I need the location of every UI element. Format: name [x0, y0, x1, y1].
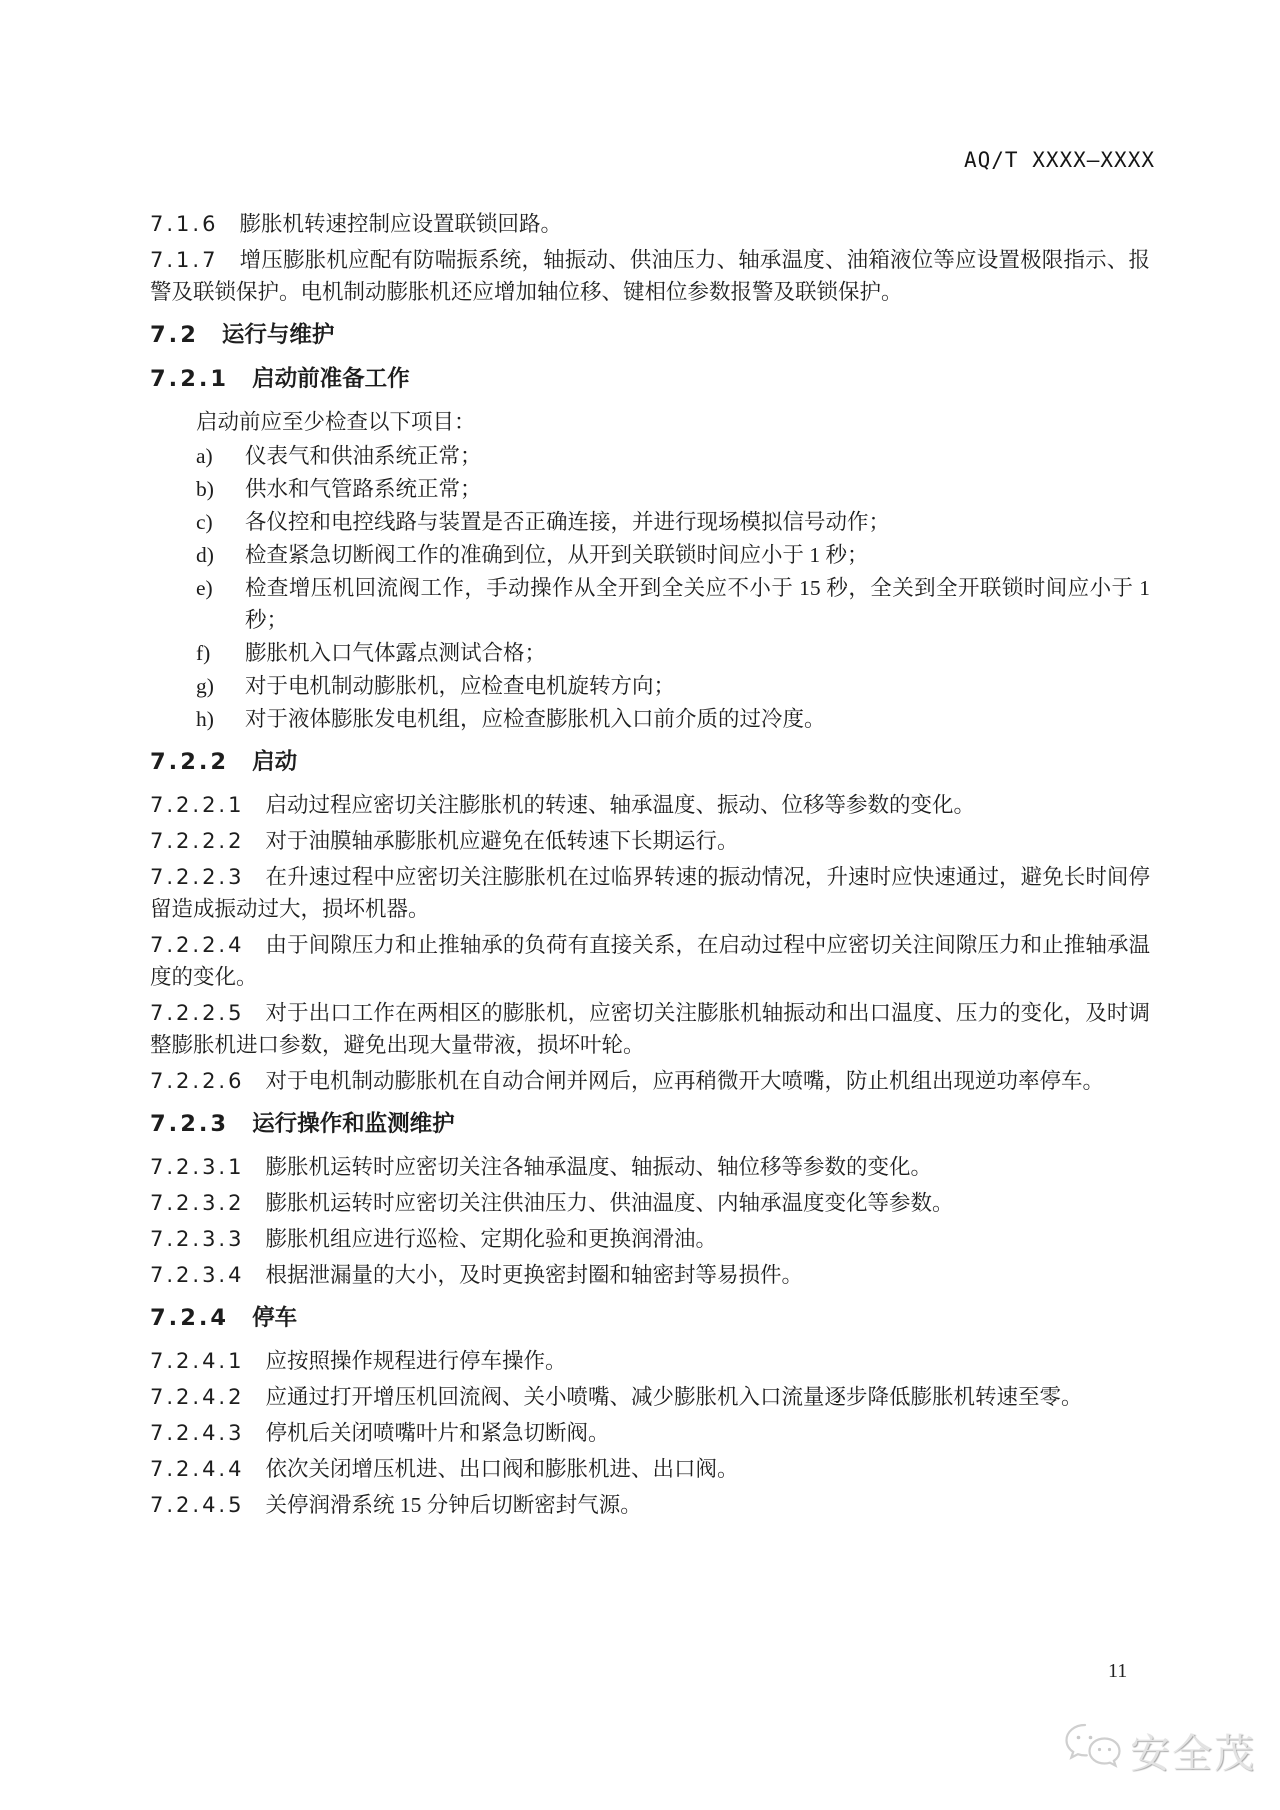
list-item-text: 对于电机制动膨胀机，应检查电机旋转方向； — [245, 674, 676, 698]
clause-number: 7.2.2.2 — [150, 829, 245, 853]
list-item — [150, 572, 1150, 636]
clause — [150, 1453, 1150, 1485]
list-item — [150, 703, 1150, 735]
clause-number: 7.2.4.5 — [150, 1493, 245, 1517]
document-body — [150, 192, 1150, 1525]
clause — [150, 1065, 1150, 1097]
clause-text: 依次关闭增压机进、出口阀和膨胀机进、出口阀。 — [265, 1457, 739, 1481]
clause-number: 7.2.4.2 — [150, 1385, 245, 1409]
clause-text: 增压膨胀机应配有防喘振系统，轴振动、供油压力、轴承温度、油箱液位等应设置极限指示、报警及联锁保护。电机制动膨胀机还应增加轴位移、键相位参数报警及联锁保护。 — [150, 248, 1150, 304]
section-heading — [150, 362, 1150, 396]
clause-number: 7.1.7 — [150, 248, 219, 272]
clause-number: 7.2.2.4 — [150, 933, 245, 957]
clause — [150, 929, 1150, 993]
list-item-text: 检查紧急切断阀工作的准确到位，从开到关联锁时间应小于 1 秒； — [245, 543, 869, 567]
section-heading — [150, 745, 1150, 779]
clause-text: 在升速过程中应密切关注膨胀机在过临界转速的振动情况，升速时应快速通过，避免长时间停留造成振动过大，损坏机器。 — [150, 865, 1150, 921]
doc-code: AQ/T XXXX—XXXX — [963, 148, 1155, 172]
watermark-text: 安全茂 — [1130, 1731, 1256, 1777]
clause-text: 膨胀机运转时应密切关注供油压力、供油温度、内轴承温度变化等参数。 — [265, 1191, 954, 1215]
list-item — [150, 637, 1150, 669]
clause — [150, 1489, 1150, 1521]
heading-number: 7.2.3 — [150, 1111, 230, 1137]
clause — [150, 208, 1150, 240]
heading-text: 停车 — [252, 1305, 298, 1331]
list-item — [150, 670, 1150, 702]
list-item — [150, 440, 1150, 472]
clause — [150, 1187, 1150, 1219]
clause-text: 关停润滑系统 15 分钟后切断密封气源。 — [265, 1493, 642, 1517]
clause-number: 7.1.6 — [150, 212, 219, 236]
clause-text: 对于电机制动膨胀机在自动合闸并网后，应再稍微开大喷嘴，防止机组出现逆功率停车。 — [265, 1069, 1104, 1093]
clause — [150, 1259, 1150, 1291]
list-marker: f) — [196, 641, 211, 665]
clause — [150, 1345, 1150, 1377]
list-marker: b) — [196, 477, 214, 501]
list-item-text: 膨胀机入口气体露点测试合格； — [245, 641, 547, 665]
clause-text: 膨胀机运转时应密切关注各轴承温度、轴振动、轴位移等参数的变化。 — [265, 1155, 932, 1179]
clause-text: 对于出口工作在两相区的膨胀机，应密切关注膨胀机轴振动和出口温度、压力的变化，及时调整膨胀机进口参数，避免出现大量带液，损坏叶轮。 — [150, 1001, 1150, 1057]
list-item — [150, 539, 1150, 571]
clause-text: 对于油膜轴承膨胀机应避免在低转速下长期运行。 — [265, 829, 739, 853]
heading-text: 运行与维护 — [221, 322, 335, 348]
clause — [150, 1223, 1150, 1255]
clause-text: 停机后关闭喷嘴叶片和紧急切断阀。 — [265, 1421, 610, 1445]
wechat-icon — [1064, 1722, 1122, 1779]
clause — [150, 1151, 1150, 1183]
page-number: 11 — [1108, 1660, 1128, 1682]
heading-text: 启动前准备工作 — [252, 366, 410, 392]
clause — [150, 244, 1150, 308]
clause-number: 7.2.2.1 — [150, 793, 245, 817]
clause — [150, 997, 1150, 1061]
clause — [150, 861, 1150, 925]
clause-text: 膨胀机转速控制应设置联锁回路。 — [239, 212, 562, 236]
heading-number: 7.2.2 — [150, 749, 230, 775]
heading-number: 7.2.4 — [150, 1305, 230, 1331]
list-item-text: 对于液体膨胀发电机组，应检查膨胀机入口前介质的过冷度。 — [245, 707, 826, 731]
clause-text: 应按照操作规程进行停车操作。 — [265, 1349, 567, 1373]
clause-text: 应通过打开增压机回流阀、关小喷嘴、减少膨胀机入口流量逐步降低膨胀机转速至零。 — [265, 1385, 1083, 1409]
clause — [150, 825, 1150, 857]
list-item — [150, 506, 1150, 538]
heading-text: 运行操作和监测维护 — [252, 1111, 455, 1137]
list-item-text: 检查增压机回流阀工作，手动操作从全开到全关应不小于 15 秒，全关到全开联锁时间应小于 1 秒； — [245, 576, 1150, 632]
clause-text: 启动过程应密切关注膨胀机的转速、轴承温度、振动、位移等参数的变化。 — [265, 793, 975, 817]
list-marker: g) — [196, 674, 214, 698]
list-item-text: 仪表气和供油系统正常； — [245, 444, 482, 468]
list-marker: d) — [196, 543, 214, 567]
clause-number: 7.2.4.1 — [150, 1349, 245, 1373]
watermark — [1064, 1722, 1256, 1779]
clause-number: 7.2.4.3 — [150, 1421, 245, 1445]
clause-number: 7.2.2.6 — [150, 1069, 245, 1093]
heading-text: 启动 — [252, 749, 298, 775]
clause-number: 7.2.4.4 — [150, 1457, 245, 1481]
clause-number: 7.2.2.5 — [150, 1001, 245, 1025]
clause-text: 由于间隙压力和止推轴承的负荷有直接关系，在启动过程中应密切关注间隙压力和止推轴承温度的变化。 — [150, 933, 1150, 989]
list-item-text: 各仪控和电控线路与装置是否正确连接，并进行现场模拟信号动作； — [245, 510, 891, 534]
clause-text: 根据泄漏量的大小，及时更换密封圈和轴密封等易损件。 — [265, 1263, 803, 1287]
list-marker: e) — [196, 576, 213, 600]
clause — [150, 1417, 1150, 1449]
heading-number: 7.2.1 — [150, 366, 230, 392]
list-marker: h) — [196, 707, 214, 731]
clause — [150, 789, 1150, 821]
section-heading — [150, 1107, 1150, 1141]
clause-number: 7.2.3.2 — [150, 1191, 245, 1215]
list-item-text: 供水和气管路系统正常； — [245, 477, 482, 501]
clause-number: 7.2.3.4 — [150, 1263, 245, 1287]
list-item — [150, 473, 1150, 505]
clause-number: 7.2.3.3 — [150, 1227, 245, 1251]
clause — [150, 1381, 1150, 1413]
clause-number: 7.2.2.3 — [150, 865, 245, 889]
section-heading — [150, 1301, 1150, 1335]
list-intro: 启动前应至少检查以下项目： — [196, 410, 476, 434]
section-heading — [150, 318, 1150, 352]
heading-number: 7.2 — [150, 322, 199, 348]
clause-text: 膨胀机组应进行巡检、定期化验和更换润滑油。 — [265, 1227, 717, 1251]
list-marker: a) — [196, 444, 213, 468]
clause-number: 7.2.3.1 — [150, 1155, 245, 1179]
list-marker: c) — [196, 510, 213, 534]
